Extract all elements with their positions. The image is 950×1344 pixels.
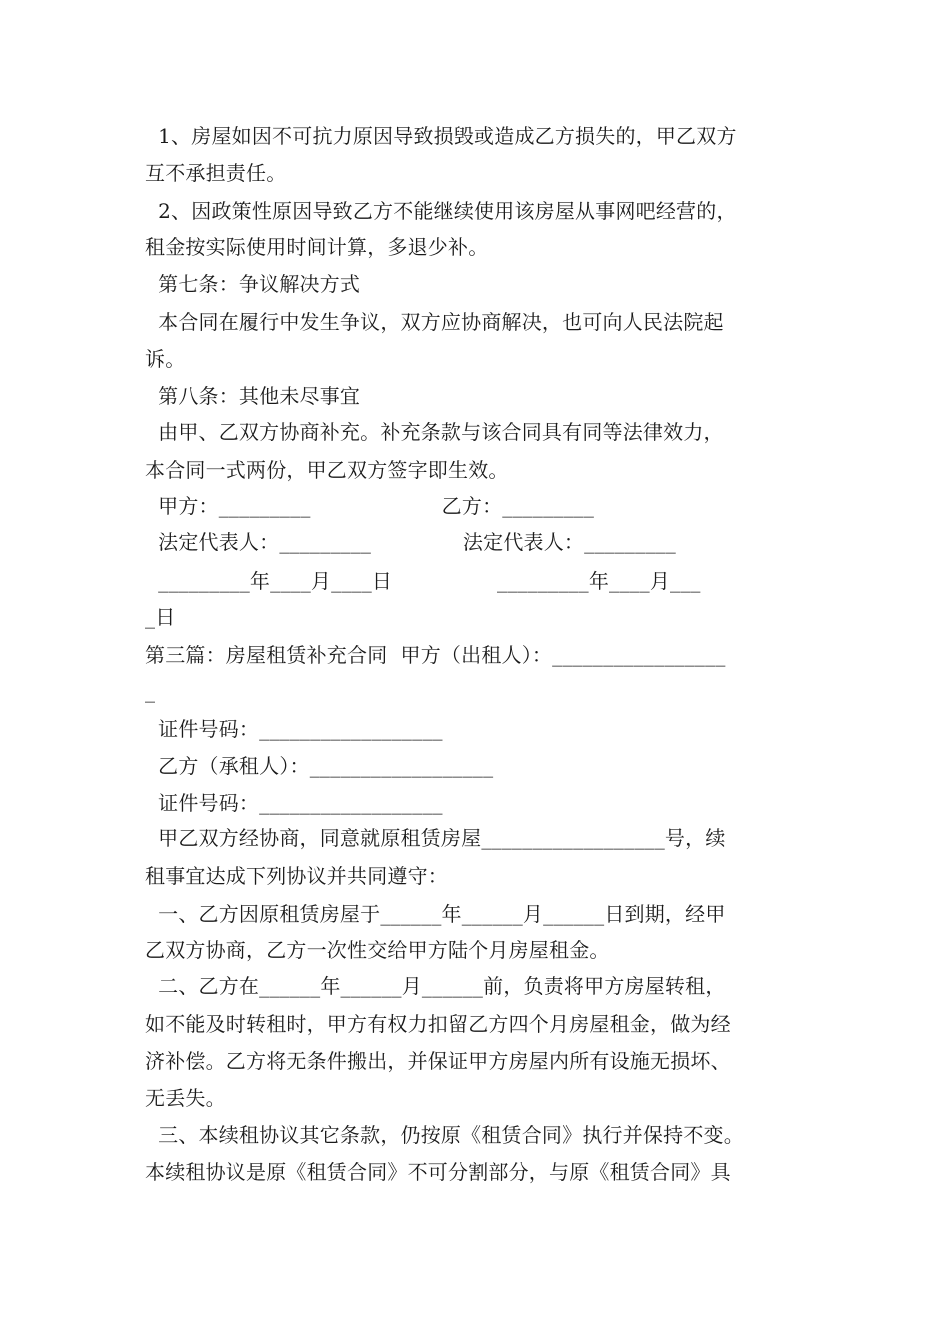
id-number-line: 证件号码：__________________ <box>145 717 443 741</box>
text-line: 诉。 <box>145 347 186 371</box>
text-line: 1、房屋如因不可抗力原因导致损毁或造成乙方损失的，甲乙双方 <box>145 124 737 148</box>
signature-line: 甲方：_________ 乙方：_________ <box>145 494 595 518</box>
text-line: 甲乙双方经协商，同意就原租赁房屋__________________号，续 <box>145 826 726 850</box>
text-line: 无丢失。 <box>145 1086 226 1110</box>
party-line: 乙方（承租人）：__________________ <box>145 754 494 778</box>
text-line: 乙双方协商，乙方一次性交给甲方陆个月房屋租金。 <box>145 938 610 962</box>
text-line: 2、因政策性原因导致乙方不能继续使用该房屋从事网吧经营的， <box>145 199 737 223</box>
id-number-line: 证件号码：__________________ <box>145 791 443 815</box>
section-heading: 第三篇：房屋租赁补充合同 甲方（出租人）：_________________ <box>145 643 726 667</box>
text-line: 一、乙方因原租赁房屋于______年______月______日到期，经甲 <box>145 902 726 926</box>
text-line: 租金按实际使用时间计算，多退少补。 <box>145 235 489 259</box>
text-line: 本续租协议是原《租赁合同》不可分割部分，与原《租赁合同》具 <box>145 1160 731 1184</box>
text-line: 如不能及时转租时，甲方有权力扣留乙方四个月房屋租金，做为经 <box>145 1012 731 1036</box>
text-line: 由甲、乙双方协商补充。补充条款与该合同具有同等法律效力， <box>145 420 724 444</box>
text-line: 租事宜达成下列协议并共同遵守： <box>145 864 448 888</box>
text-line: 互不承担责任。 <box>145 161 287 185</box>
text-line: 三、本续租协议其它条款，仍按原《租赁合同》执行并保持不变。 <box>145 1123 744 1147</box>
text-line: 济补偿。乙方将无条件搬出，并保证甲方房屋内所有设施无损坏、 <box>145 1049 731 1073</box>
text-line: _ <box>145 679 156 703</box>
date-line: _日 <box>145 605 176 629</box>
text-line: 本合同一式两份，甲乙双方签字即生效。 <box>145 458 509 482</box>
article-heading: 第七条：争议解决方式 <box>145 272 361 296</box>
article-heading: 第八条：其他未尽事宜 <box>145 384 361 408</box>
text-line: 二、乙方在______年______月______前，负责将甲方房屋转租， <box>145 974 726 998</box>
signature-line: 法定代表人：_________ 法定代表人：_________ <box>145 530 676 554</box>
text-line: 本合同在履行中发生争议，双方应协商解决，也可向人民法院起 <box>145 310 724 334</box>
date-line: _________年____月____日 _________年____月___ <box>145 569 701 593</box>
